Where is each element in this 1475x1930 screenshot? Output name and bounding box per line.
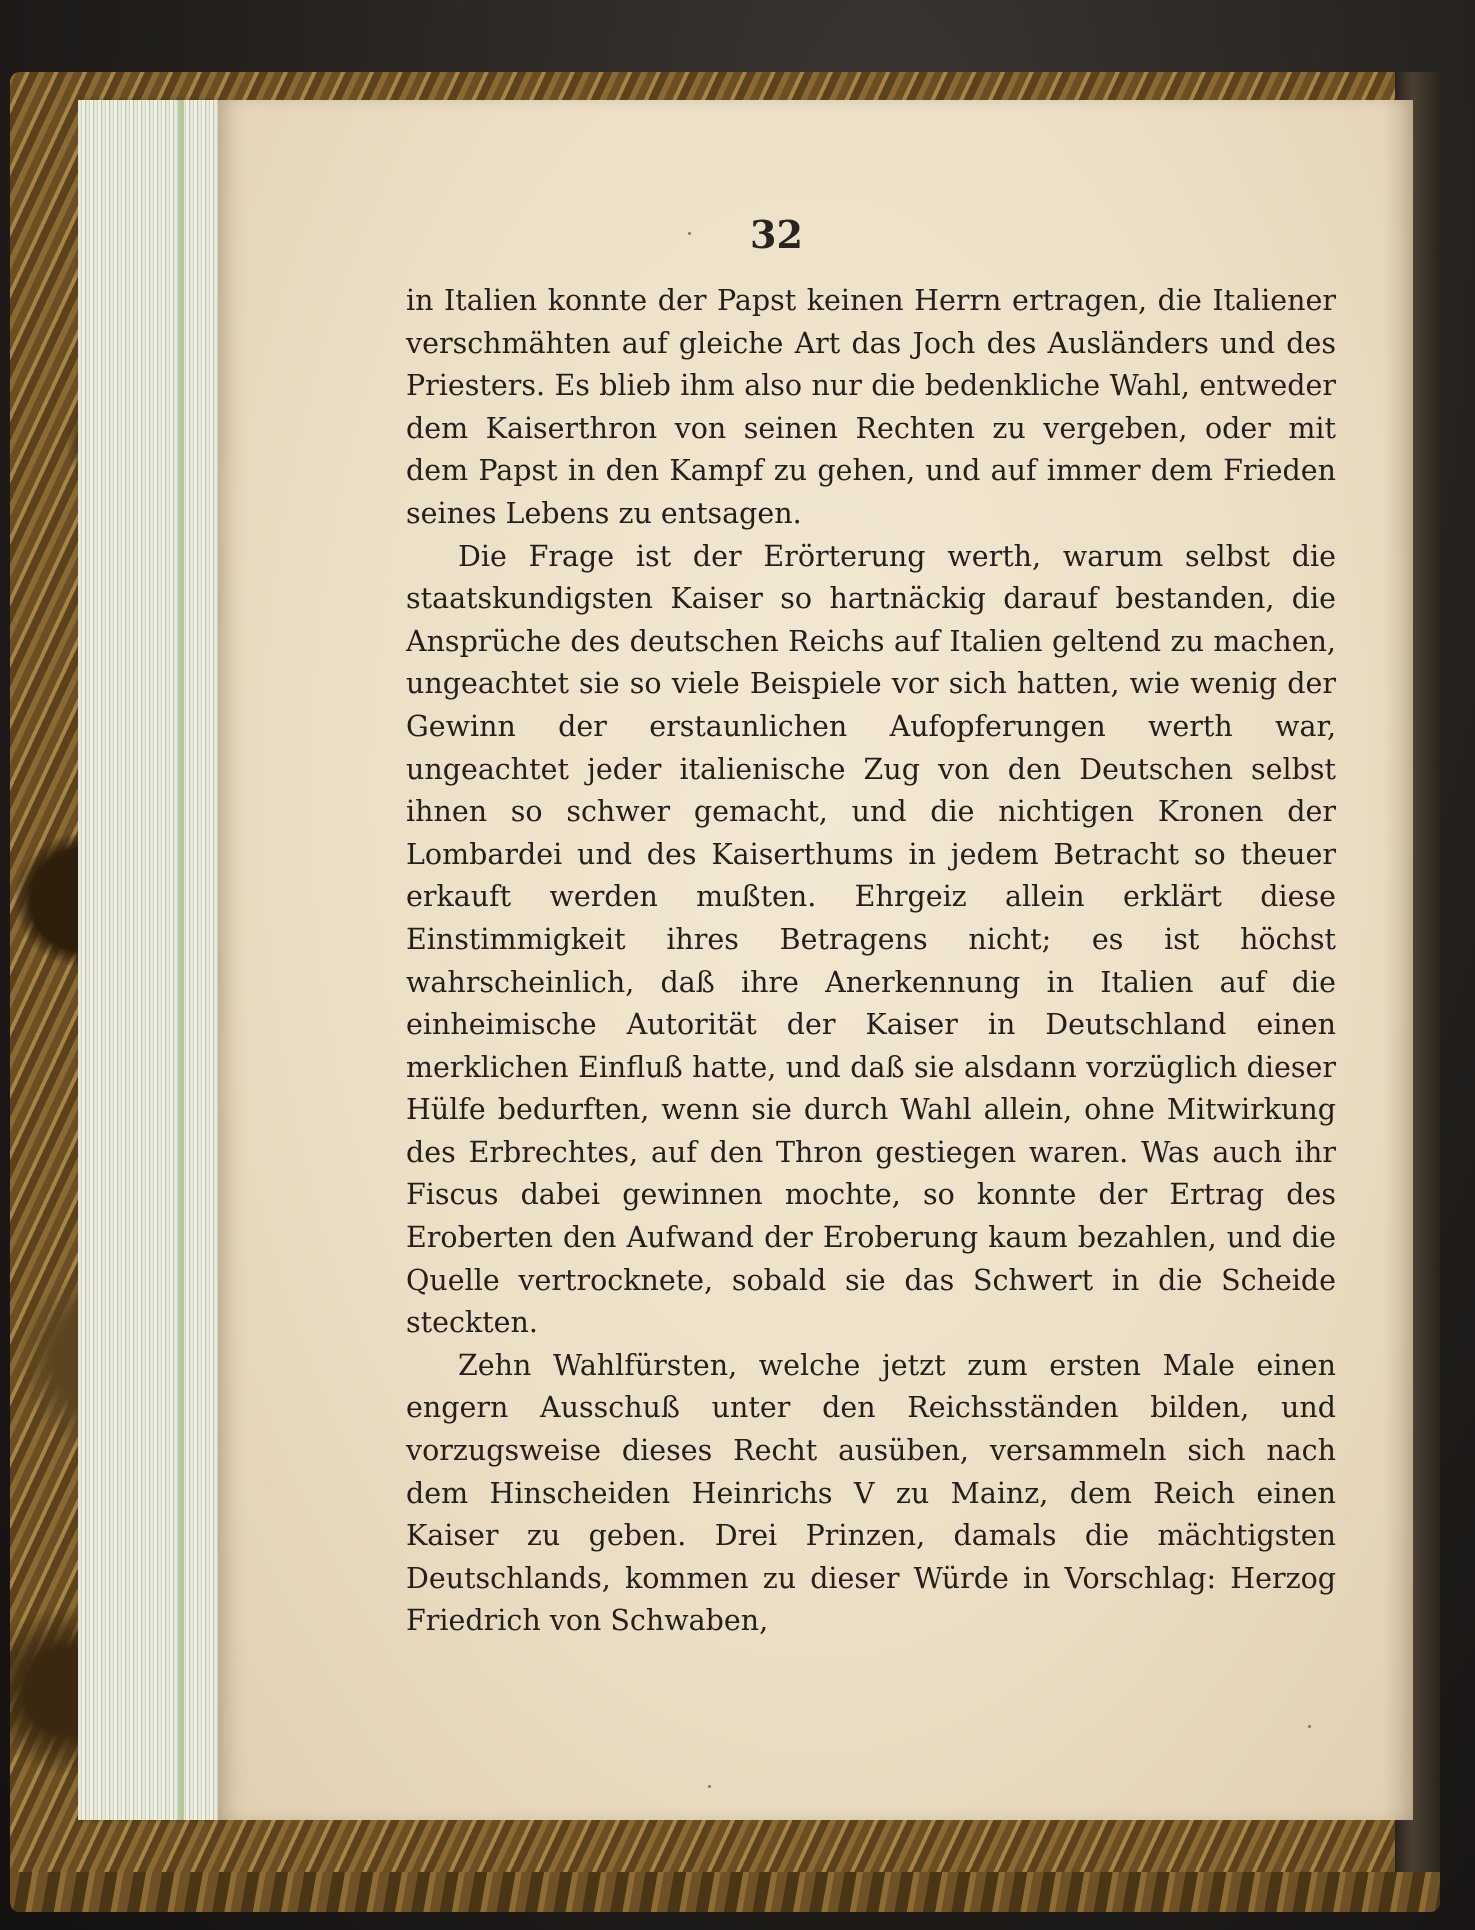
page-gutter-shadow bbox=[1383, 100, 1413, 1820]
page-stack-edges bbox=[78, 100, 218, 1820]
paper-speck bbox=[688, 232, 691, 235]
paper-speck bbox=[708, 1785, 711, 1788]
paragraph-3: Zehn Wahlfürsten, welche jetzt zum ersten Male einen engern Ausschuß unter den Reichsständen bilden, und vorzugsweise dieses Recht ausüben, versammeln sich nach dem Hinscheiden Heinrichs V zu Mainz, dem Reich einen Kaiser zu geben. Drei Prinzen, damals die mächtigsten Deutschlands, kommen zu dieser Würde in Vorschlag: Herzog Friedrich von Schwaben, bbox=[406, 1348, 1336, 1638]
book-page bbox=[218, 100, 1413, 1820]
paragraph-1: in Italien konnte der Papst keinen Herrn ertragen, die Italiener verschmähten auf gleiche Art das Joch des Ausländers und des Priesters. Es blieb ihm also nur die bedenkliche Wahl, entweder dem Kaiserthron von seinen Rechten zu vergeben, oder mit dem Papst in den Kampf zu gehen, und auf immer dem Frieden seines Lebens zu entsagen. bbox=[406, 284, 1336, 530]
page-number: 32 bbox=[750, 212, 803, 257]
paragraph-2: Die Frage ist der Erörterung werth, warum selbst die staatskundigsten Kaiser so hartnäckig darauf bestanden, die Ansprüche des deutschen Reichs auf Italien geltend zu machen, ungeachtet sie so viele Beispiele vor sich hatten, wie wenig der Gewinn der erstaunlichen Aufopferungen werth war, ungeachtet jeder italienische Zug von den Deutschen selbst ihnen so schwer gemacht, und die nichtigen Kronen der Lombardei und des Kaiserthums in jedem Betracht so theuer erkauft werden mußten. Ehrgeiz allein erklärt diese Einstimmigkeit ihres Betragens nicht; es ist höchst wahrscheinlich, daß ihre Anerkennung in Italien auf die einheimische Autorität der Kaiser in Deutschland einen merklichen Einfluß hatte, und daß sie alsdann vorzüglich dieser Hülfe bedurften, wenn sie durch Wahl allein, ohne Mitwirkung des Erbrechtes, auf den Thron gestiegen waren. Was auch ihr Fiscus dabei gewinnen mochte, so konnte der Ertrag des Eroberten den Aufwand der Eroberung kaum bezahlen, und die Quelle vertrocknete, sobald sie das Schwert in die Scheide steckten. bbox=[406, 539, 1336, 1340]
paper-speck bbox=[1308, 1725, 1311, 1728]
page-edge-stain bbox=[178, 100, 184, 1820]
cover-bottom-edge bbox=[10, 1872, 1440, 1912]
page-text bbox=[406, 280, 1336, 1643]
